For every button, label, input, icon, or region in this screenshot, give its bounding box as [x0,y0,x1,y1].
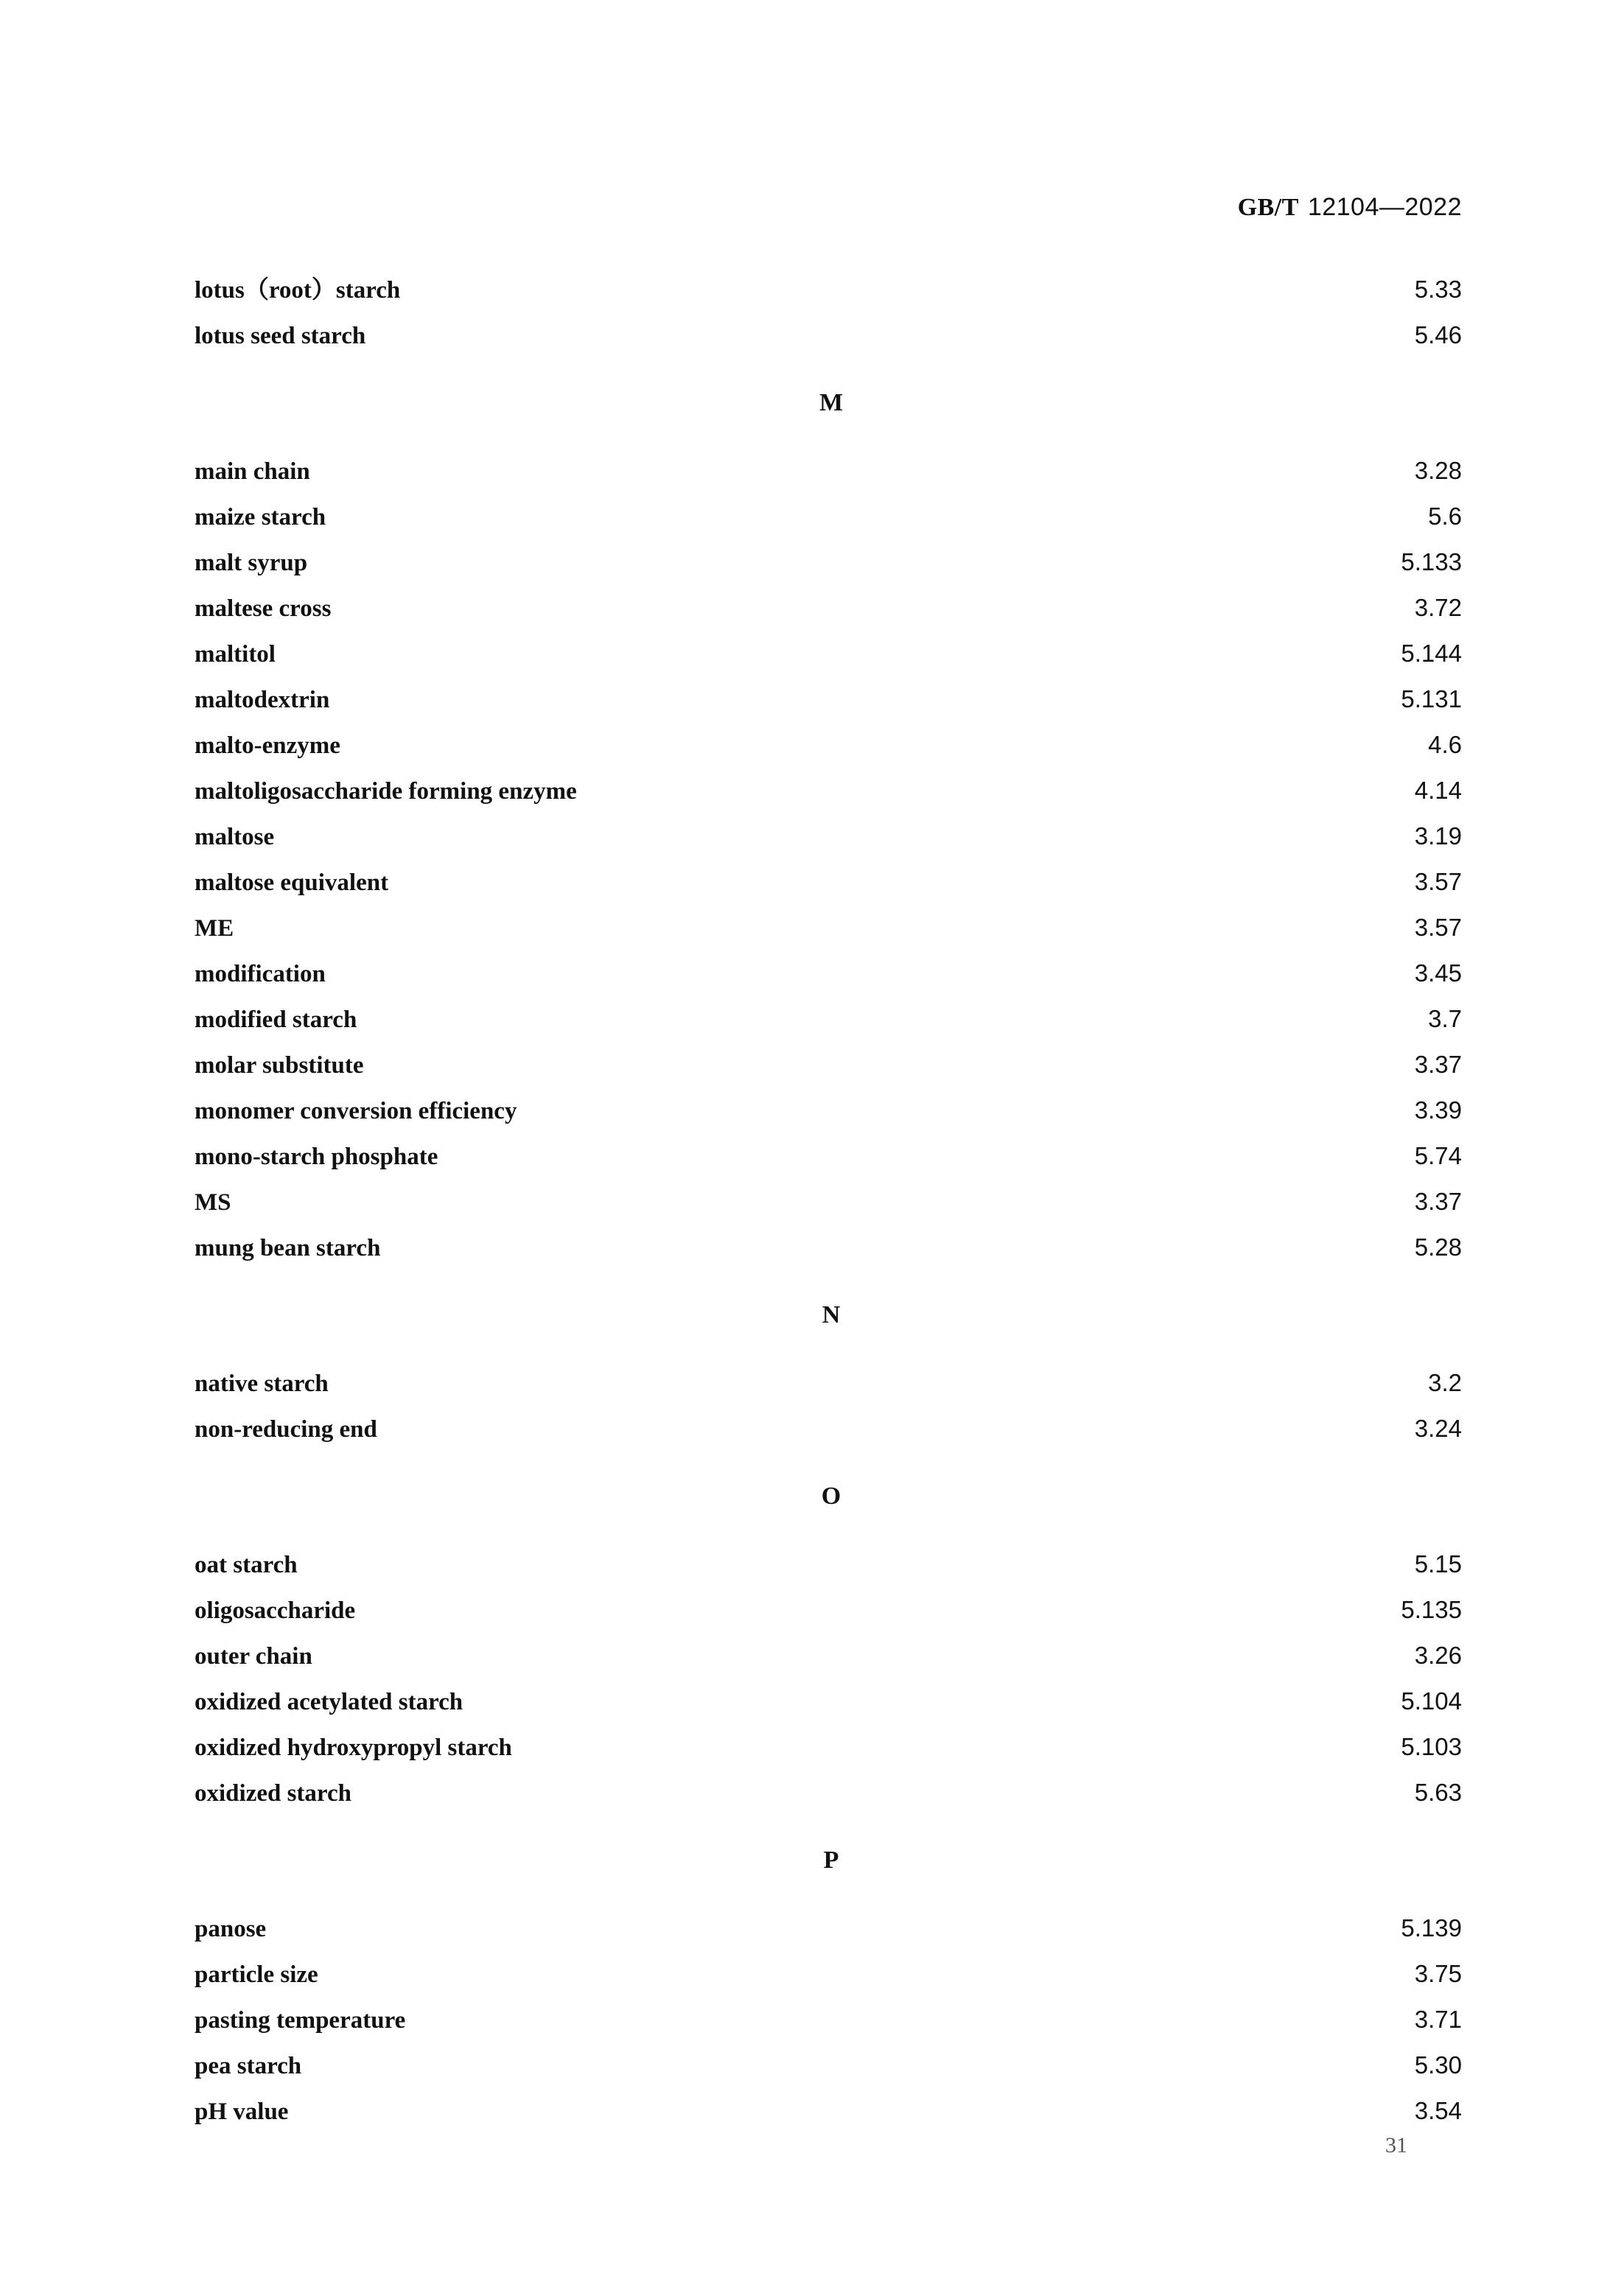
index-term: monomer conversion efficiency [195,1098,517,1124]
index-term: mono-starch phosphate [195,1144,438,1170]
index-ref: 5.28 [1414,1233,1462,1261]
index-term: native starch [195,1370,329,1397]
index-entry [195,1905,1462,1951]
index-term: maltose equivalent [195,869,389,896]
index-group-l [195,267,1462,358]
index-ref: 3.57 [1414,914,1462,941]
index-entry [195,905,1462,951]
section-letter: M [819,389,844,416]
index-entry [195,2042,1462,2088]
index-term: maltoligosaccharide forming enzyme [195,778,577,805]
index-ref: 3.71 [1414,2006,1462,2033]
index-entry [195,1179,1462,1225]
index-entry [195,951,1462,996]
index-ref: 5.133 [1401,548,1462,575]
index-group-p [195,1816,1462,2134]
index-ref: 5.144 [1401,640,1462,667]
index-term: maltitol [195,641,276,668]
index-ref: 5.135 [1401,1596,1462,1623]
index-term: oxidized starch [195,1780,351,1807]
index-entry [195,813,1462,859]
index-ref: 3.24 [1414,1415,1462,1442]
index-term: non-reducing end [195,1416,377,1443]
index-entry [195,448,1462,494]
index-term: oxidized acetylated starch [195,1689,463,1715]
standard-number: 12104—2022 [1307,193,1462,221]
index-term: modified starch [195,1007,357,1033]
index-ref: 3.7 [1428,1005,1462,1032]
section-letter: P [823,1846,839,1874]
index-ref: 5.104 [1401,1687,1462,1715]
index-term: malto-enzyme [195,732,340,759]
index-term: maize starch [195,504,326,531]
index-ref: 3.37 [1414,1051,1462,1078]
index-entry [195,1770,1462,1816]
index-ref: 5.15 [1414,1550,1462,1578]
index-entry [195,267,1462,312]
index-ref: 5.46 [1414,321,1462,349]
index-entry [195,312,1462,358]
index-ref: 3.75 [1414,1960,1462,1987]
index-term: ME [195,915,234,942]
document-header [1238,193,1462,222]
index-term: MS [195,1189,231,1216]
index-term: particle size [195,1961,318,1988]
index-ref: 3.45 [1414,959,1462,987]
index-entry [195,996,1462,1042]
index-term: lotus seed starch [195,323,366,349]
index-term: maltose [195,824,275,850]
index-term: malt syrup [195,550,308,576]
index-ref: 5.103 [1401,1733,1462,1760]
index-ref: 5.74 [1414,1142,1462,1169]
index-ref: 3.54 [1414,2097,1462,2124]
index-term: outer chain [195,1643,312,1670]
index-entry [195,2088,1462,2134]
index-term: oligosaccharide [195,1597,356,1624]
index-group-o [195,1452,1462,1816]
index-entry [195,585,1462,631]
index-ref: 5.139 [1401,1914,1462,1942]
index-term: pasting temperature [195,2007,406,2034]
index-ref: 5.131 [1401,685,1462,713]
index-content [195,267,1462,2134]
index-entry [195,1997,1462,2042]
index-ref: 4.6 [1428,731,1462,758]
index-term: pea starch [195,2053,302,2079]
standard-code: GB/T [1237,194,1299,221]
index-ref: 3.19 [1414,822,1462,850]
index-entry [195,494,1462,539]
index-entry [195,1042,1462,1088]
index-entry [195,1633,1462,1678]
index-term: oxidized hydroxypropyl starch [195,1734,512,1761]
index-term: panose [195,1916,267,1942]
index-term: mung bean starch [195,1235,381,1261]
index-entry [195,1088,1462,1133]
index-term: maltese cross [195,595,332,622]
index-entry [195,859,1462,905]
index-entry [195,1724,1462,1770]
index-term: modification [195,961,326,987]
index-ref: 3.72 [1414,594,1462,621]
section-letter: N [822,1301,841,1328]
index-term: molar substitute [195,1052,364,1079]
index-entry [195,1587,1462,1633]
index-group-m [195,358,1462,1270]
section-letter: O [821,1482,841,1510]
index-ref: 4.14 [1414,777,1462,804]
page-number: 31 [1385,2133,1407,2157]
index-ref: 3.39 [1414,1096,1462,1124]
index-entry [195,1951,1462,1997]
index-group-n [195,1270,1462,1452]
index-entry [195,768,1462,813]
index-entry [195,1360,1462,1406]
index-ref: 5.33 [1414,276,1462,303]
index-term: maltodextrin [195,687,330,713]
index-ref: 3.26 [1414,1642,1462,1669]
index-ref: 3.57 [1414,868,1462,895]
index-entry [195,631,1462,676]
index-ref: 5.30 [1414,2051,1462,2079]
index-entry [195,539,1462,585]
index-entry [195,1678,1462,1724]
index-term: lotus（root）starch [195,277,401,304]
index-entry [195,1225,1462,1270]
index-ref: 3.28 [1414,457,1462,484]
index-term: main chain [195,458,310,485]
index-entry [195,1541,1462,1587]
index-entry [195,1406,1462,1452]
index-term: pH value [195,2098,289,2125]
index-term: oat starch [195,1552,298,1578]
index-ref: 3.2 [1428,1369,1462,1396]
index-entry [195,676,1462,722]
index-ref: 5.6 [1428,503,1462,530]
index-entry [195,722,1462,768]
index-entry [195,1133,1462,1179]
index-ref: 5.63 [1414,1779,1462,1806]
index-ref: 3.37 [1414,1188,1462,1215]
